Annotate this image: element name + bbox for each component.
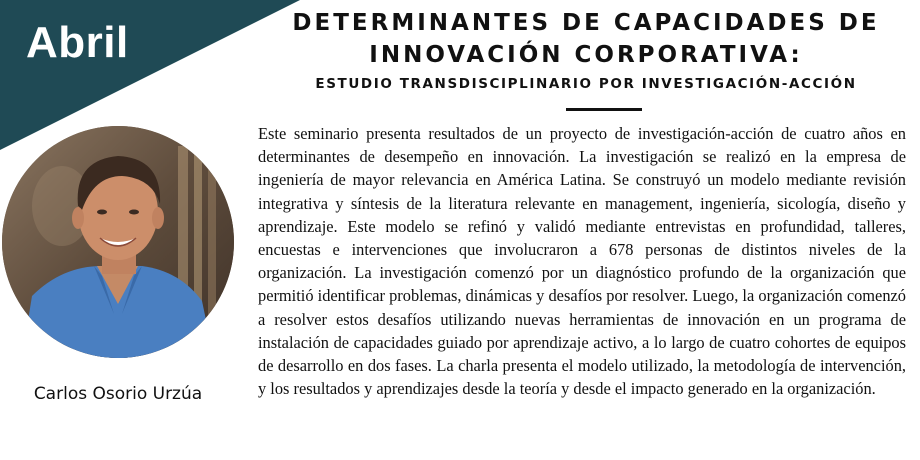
speaker-portrait-illustration: [2, 126, 234, 358]
seminar-title-line-1: DETERMINANTES DE CAPACIDADES DE: [292, 10, 880, 36]
seminar-title-line-2: INNOVACIÓN CORPORATIVA:: [369, 42, 803, 68]
title-divider: [566, 108, 642, 111]
month-label: Abril: [26, 18, 129, 67]
seminar-subtitle: ESTUDIO TRANSDISCIPLINARIO POR INVESTIGACIÓN-ACCIÓN: [315, 76, 857, 92]
speaker-name: Carlos Osorio Urzúa: [33, 384, 203, 404]
speaker-photo: [2, 126, 234, 358]
seminar-abstract: Este seminario presenta resultados de un proyecto de investigación-acción de cuatro años en determinantes de desempeño en innovación. La investigación se realizó en la empresa de ingeniería de mayor relevancia en América Latina. Se construyó un modelo mediante revisión integrativa y síntesis de la literatura relevante en management, ingeniería, sicología, diseño y aprendizaje. Este modelo se refinó y validó mediante entrevistas en profundidad, talleres, encuestas e intervenciones que involucraron a 678 personas de distintos niveles de la organización. La investigación comenzó por un diagnóstico profundo de la organización que permitió identificar problemas, dinámicas y desafíos por resolver. Luego, la organización comenzó a resolver estos desafíos utilizando nuevas herramientas de innovación en un programa de instalación de capacidades guiado por aprendizaje activo, a lo largo de cuatro cohortes de equipos de desarrollo en dos fases. La charla presenta el modelo utilizado, la metodología de intervención, y los resultados y aprendizajes desde la teoría y desde el impacto generado en la organización.: [258, 124, 906, 399]
